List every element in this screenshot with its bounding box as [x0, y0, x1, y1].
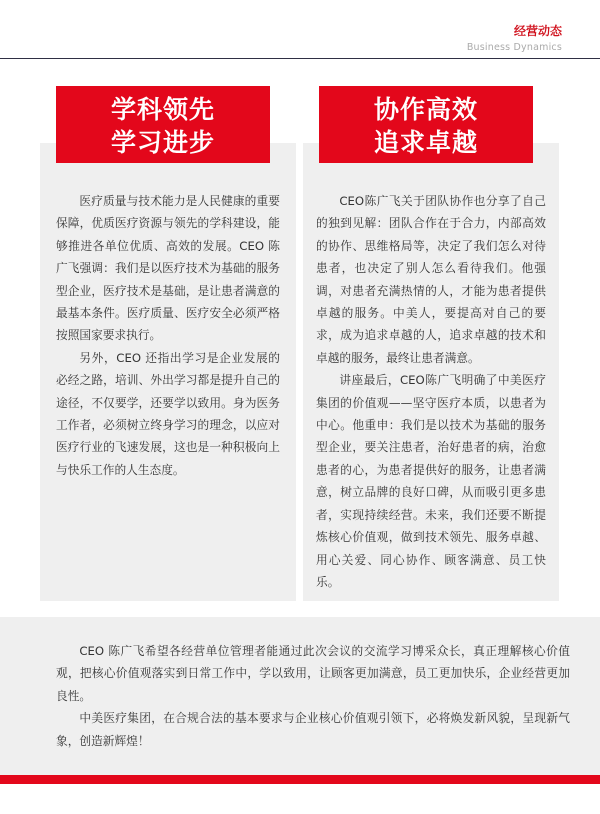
left-paragraph: 医疗质量与技术能力是人民健康的重要保障，优质医疗资源与领先的学科建设，能够推进各单位优质、高效的发展。CEO 陈广飞强调：我们是以医疗技术为基础的服务型企业，医疗技术是基础，是让患者满意的最基本条件。医疗质量、医疗安全必须严格按照国家要求执行。 — [56, 194, 280, 343]
right-heading-banner — [319, 86, 533, 163]
right-column-text — [316, 190, 546, 593]
footer-accent-bar — [0, 775, 600, 784]
left-heading-banner — [56, 86, 270, 163]
bottom-paragraph: CEO 陈广飞希望各经营单位管理者能通过此次会议的交流学习博采众长，真正理解核心价值观，把核心价值观落实到日常工作中，学以致用，让顾客更加满意，员工更加快乐，企业经营更加良性。 — [56, 644, 570, 703]
section-subtitle: Business Dynamics — [466, 42, 562, 53]
left-heading-line2: 学习进步 — [110, 128, 215, 157]
bottom-paragraph: 中美医疗集团，在合规合法的基本要求与企业核心价值观引领下，必将焕发新风貌，呈现新气象，创造新辉煌！ — [56, 711, 570, 748]
section-title: 经营动态 — [513, 24, 562, 38]
right-heading-line2: 追求卓越 — [373, 128, 478, 157]
bottom-text — [56, 640, 570, 752]
right-paragraph: 讲座最后，CEO陈广飞明确了中美医疗集团的价值观——坚守医疗本质，以患者为中心。他重申：我们是以技术为基础的服务型企业，要关注患者，治好患者的病，治愈患者的心，为患者提供好的服务，让患者满意，树立品牌的良好口碑，从而吸引更多患者，实现持续经营。未来，我们还要不断提炼核心价值观，做到技术领先、服务卓越、用心关爱、同心协作、顾客满意、员工快乐。 — [316, 373, 546, 589]
left-column-text — [56, 190, 280, 481]
left-heading-line1: 学科领先 — [110, 95, 215, 124]
right-paragraph: CEO陈广飞关于团队协作也分享了自己的独到见解：团队合作在于合力，内部高效的协作、思维格局等，决定了我们怎么对待患者，也决定了别人怎么看待我们。他强调，对患者充满热情的人，才能为患者提供卓越的服务。中美人，要提高对自己的要求，成为追求卓越的人，追求卓越的技术和卓越的服务，最终让患者满意。 — [316, 194, 546, 365]
header-divider — [0, 58, 600, 59]
left-paragraph: 另外，CEO 还指出学习是企业发展的必经之路，培训、外出学习都是提升自己的途径，不仅要学，还要学以致用。身为医务工作者，必须树立终身学习的理念，以应对医疗行业的飞速发展，这也是一种积极向上与快乐工作的人生态度。 — [56, 350, 280, 477]
right-heading-line1: 协作高效 — [373, 95, 478, 124]
